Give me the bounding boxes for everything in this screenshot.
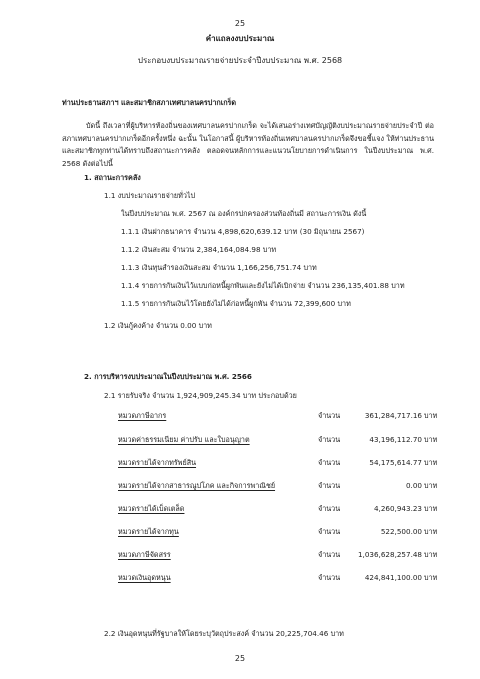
- page-number-top: 25: [234, 19, 246, 28]
- section1-heading: 1. สถานะการคลัง: [84, 173, 141, 182]
- salutation: ท่านประธานสภาฯ และสมาชิกสภาเทศบาลนครปากเกร็ด: [62, 98, 237, 107]
- row-amount: 0.00: [405, 481, 422, 490]
- section1-sub1-heading: 1.1 งบประมาณรายจ่ายทั่วไป: [104, 191, 196, 200]
- row-label: หมวดเงินอุดหนุน: [118, 573, 171, 582]
- row-amount: 54,175,614.77: [369, 458, 422, 467]
- section2-sub1: 2.1 รายรับจริง จำนวน 1,924,909,245.34 บาท ประกอบด้วย: [104, 391, 297, 400]
- section2-sub2: 2.2 เงินอุดหนุนที่รัฐบาลให้โดยระบุวัตถุประสงค์ จำนวน 20,225,704.46 บาท: [104, 629, 344, 638]
- row-currency: บาท: [424, 411, 438, 420]
- row-label: หมวดภาษีจัดสรร: [118, 550, 171, 559]
- section1-sub2: 1.2 เงินกู้คงค้าง จำนวน 0.00 บาท: [104, 321, 212, 330]
- row-label: หมวดค่าธรรมเนียม ค่าปรับ และใบอนุญาต: [118, 435, 250, 444]
- row-amount: 43,196,112.70: [369, 435, 422, 444]
- row-currency: บาท: [424, 458, 438, 467]
- row-currency: บาท: [424, 481, 438, 490]
- page-subtitle: ประกอบงบประมาณรายจ่ายประจำปีงบประมาณ พ.ศ. 2568: [137, 56, 343, 65]
- row-label: หมวดรายได้จากสาธารณูปโภค และกิจการพาณิชย์: [118, 481, 276, 490]
- row-label: หมวดรายได้จากทรัพย์สิน: [118, 458, 197, 467]
- row-unit: จำนวน: [318, 435, 341, 444]
- row-unit: จำนวน: [318, 481, 341, 490]
- row-unit: จำนวน: [318, 573, 341, 582]
- row-unit: จำนวน: [318, 550, 341, 559]
- section1-item: 1.1.2 เงินสะสม จำนวน 2,384,164,084.98 บาท: [121, 245, 277, 254]
- page-number-bottom: 25: [234, 654, 246, 663]
- row-unit: จำนวน: [318, 527, 341, 536]
- row-unit: จำนวน: [318, 411, 341, 420]
- row-currency: บาท: [424, 573, 438, 582]
- section2-heading: 2. การบริหารงบประมาณในปีงบประมาณ พ.ศ. 2566: [84, 372, 252, 381]
- row-unit: จำนวน: [318, 458, 341, 467]
- row-unit: จำนวน: [318, 504, 341, 513]
- intro-paragraph: [62, 120, 434, 170]
- row-amount: 361,284,717.16: [364, 411, 422, 420]
- row-currency: บาท: [424, 504, 438, 513]
- row-amount: 522,500.00: [380, 527, 422, 536]
- row-amount: 424,841,100.00: [364, 573, 422, 582]
- row-label: หมวดรายได้จากทุน: [118, 527, 179, 536]
- row-currency: บาท: [424, 435, 438, 444]
- row-amount: 1,036,628,257.48: [357, 550, 422, 559]
- row-currency: บาท: [424, 527, 438, 536]
- page-title: คำแถลงงบประมาณ: [205, 34, 275, 43]
- section1-item: 1.1.3 เงินทุนสำรองเงินสะสม จำนวน 1,166,256,751.74 บาท: [121, 263, 317, 272]
- row-label: หมวดรายได้เบ็ดเตล็ด: [118, 504, 185, 513]
- section1-sub1-intro: ในปีงบประมาณ พ.ศ. 2567 ณ องค์กรปกครองส่วนท้องถิ่นมี สถานะการเงิน ดังนี้: [121, 209, 367, 218]
- section1-item: 1.1.1 เงินฝากธนาคาร จำนวน 4,898,620,639.12 บาท (30 มิถุนายน 2567): [121, 227, 365, 236]
- section1-item: 1.1.4 รายการกันเงินไว้แบบก่อหนี้ผูกพันและยังไม่ได้เบิกจ่าย จำนวน 236,135,401.88 บาท: [121, 281, 405, 290]
- intro-text: บัดนี้ ถึงเวลาที่ผู้บริหารท้องถิ่นของเทศบาลนครปากเกร็ด จะได้เสนอร่างเทศบัญญัติงบประมาณรายจ่ายประจำปี ต่อสภาเทศบาลนครปากเกร็ดอีกครั้งหนึ่ง ฉะนั้น ในโอกาสนี้ ผู้บริหารท้องถิ่นเทศบาลนครปากเกร็ดจึงขอชี้แจง ให้ท่านประธานและสมาชิกทุกท่านได้ทราบถึงสถานะการคลัง ตลอดจนหลักการและแนวนโยบายการดำเนินการ ในปีงบประมาณ พ.ศ. 2568 ดังต่อไปนี้: [62, 121, 434, 168]
- row-label: หมวดภาษีอากร: [118, 411, 167, 420]
- row-currency: บาท: [424, 550, 438, 559]
- section1-item: 1.1.5 รายการกันเงินไว้โดยยังไม่ได้ก่อหนี้ผูกพัน จำนวน 72,399,600 บาท: [121, 299, 351, 308]
- row-amount: 4,260,943.23: [373, 504, 422, 513]
